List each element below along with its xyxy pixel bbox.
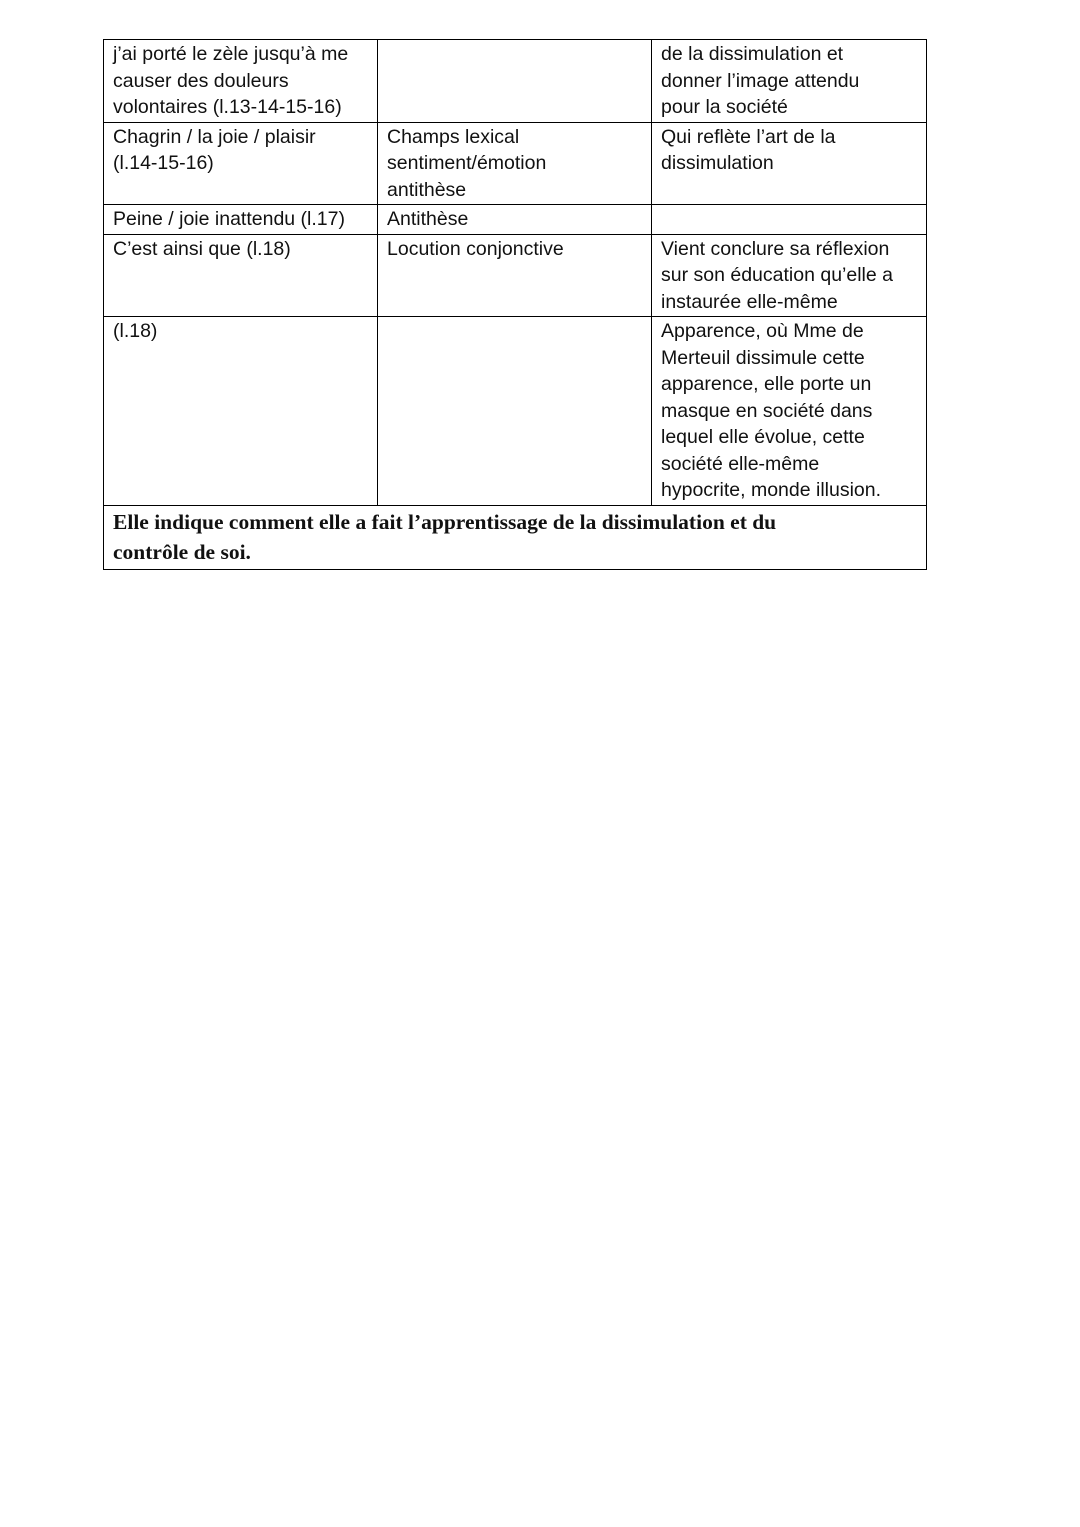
table-row	[104, 40, 927, 123]
interpretation-cell	[652, 205, 927, 235]
interpretation-cell	[652, 317, 927, 506]
summary-cell	[104, 505, 927, 569]
cell-text: pour la société	[661, 96, 788, 118]
quote-cell	[104, 205, 378, 235]
cell-text: (l.18)	[113, 320, 158, 342]
cell-text: donner l’image attendu	[661, 69, 860, 92]
cell-text: masque en société dans	[661, 399, 873, 422]
cell-text: sur son éducation qu’elle a	[661, 264, 893, 286]
cell-text: Merteuil dissimule cette	[661, 346, 865, 369]
cell-text: apparence, elle porte un	[661, 373, 872, 395]
cell-text: Champs lexical	[387, 125, 520, 148]
device-cell	[378, 40, 652, 123]
cell-text: société elle-même	[661, 452, 820, 475]
quote-cell	[104, 234, 378, 317]
cell-text: Vient conclure sa réflexion	[661, 237, 890, 260]
cell-text: Antithèse	[387, 208, 469, 230]
interpretation-cell	[652, 40, 927, 123]
cell-text: de la dissimulation et	[661, 43, 844, 65]
cell-text: Chagrin / la joie / plaisir	[113, 125, 316, 148]
table-row	[104, 234, 927, 317]
summary-text: contrôle de soi.	[113, 539, 251, 564]
quote-cell	[104, 122, 378, 205]
cell-text: C’est ainsi que (l.18)	[113, 237, 291, 260]
cell-text: hypocrite, monde illusion.	[661, 479, 882, 501]
quote-cell	[104, 317, 378, 506]
summary-row	[104, 505, 927, 569]
cell-text: j’ai porté le zèle jusqu’à me	[113, 43, 349, 65]
analysis-table	[103, 39, 927, 570]
table-row	[104, 122, 927, 205]
table-row	[104, 205, 927, 235]
cell-text: lequel elle évolue, cette	[661, 426, 865, 448]
cell-text: volontaires (l.13-14-15-16)	[113, 96, 342, 118]
table-row	[104, 317, 927, 506]
cell-text: sentiment/émotion	[387, 152, 547, 174]
quote-cell	[104, 40, 378, 123]
cell-text: instaurée elle-même	[661, 290, 838, 313]
interpretation-cell	[652, 234, 927, 317]
device-cell	[378, 234, 652, 317]
device-cell	[378, 317, 652, 506]
device-cell	[378, 122, 652, 205]
cell-text: antithèse	[387, 178, 467, 201]
device-cell	[378, 205, 652, 235]
cell-text: causer des douleurs	[113, 69, 289, 92]
cell-text: Qui reflète l’art de la	[661, 125, 836, 148]
summary-text: Elle indique comment elle a fait l’apprentissage de la dissimulation et du	[113, 509, 777, 534]
interpretation-cell	[652, 122, 927, 205]
cell-text: (l.14-15-16)	[113, 152, 214, 174]
cell-text: dissimulation	[661, 152, 774, 174]
cell-text: Peine / joie inattendu (l.17)	[113, 208, 345, 230]
cell-text: Locution conjonctive	[387, 237, 564, 260]
cell-text: Apparence, où Mme de	[661, 320, 864, 342]
